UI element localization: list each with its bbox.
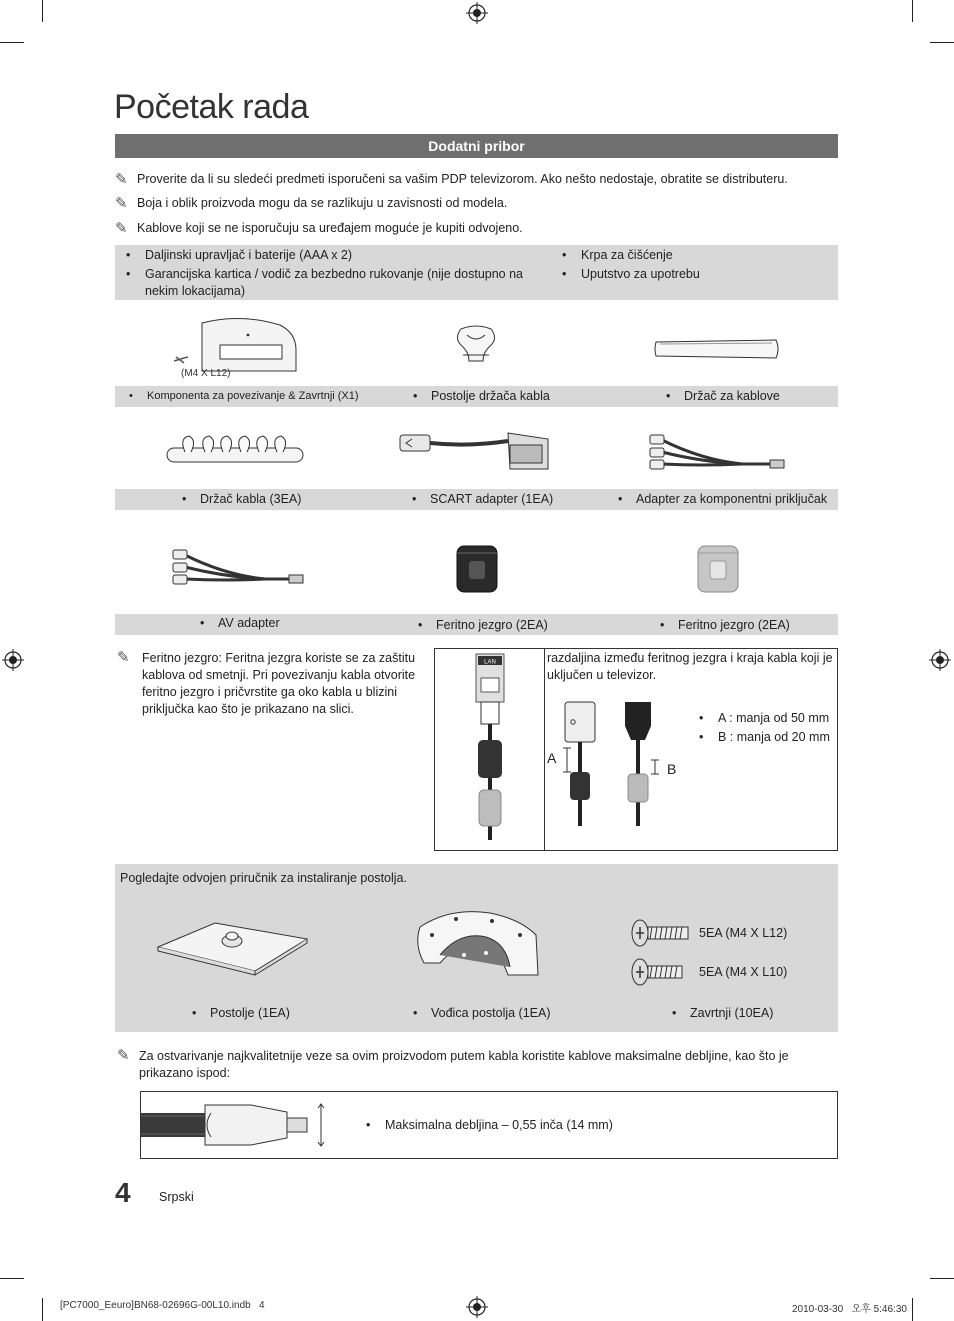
crop-mark: [42, 1298, 43, 1321]
cable-holder-stand-illustration: [453, 325, 499, 365]
ferrite-core-dark-illustration: [454, 543, 500, 595]
ferrite-note: Feritno jezgro: Feritna jezgra koriste se za zaštitu kablova od smetnji. Pri povezivanju kabla otvorite feritno jezgro i pričvrstite ga oko kabla u blizini priključka kao što je prikazano na slici.: [142, 651, 416, 716]
item-label: • Postolje držača kabla: [431, 386, 550, 407]
pencil-icon: ✎: [117, 1047, 130, 1064]
crop-mark: [912, 0, 913, 22]
pencil-icon: ✎: [115, 220, 128, 237]
cable-holder-illustration: [652, 336, 782, 362]
distance-text: razdaljina između feritnog jezgra i kraja kabla koji je uključen u televizor.: [547, 651, 833, 682]
crop-mark: [912, 1298, 913, 1321]
crop-mark: [0, 42, 24, 43]
note: ✎ Kablove koji se ne isporučuju sa uređajem moguće je kupiti odvojeno.: [115, 220, 523, 237]
list-item: • Krpa za čišćenje: [581, 247, 821, 264]
list-item: • Daljinski upravljač i baterije (AAA x 2): [145, 247, 535, 264]
item-label: • Postolje (1EA): [210, 1003, 290, 1024]
av-adapter-illustration: [165, 545, 310, 590]
lan-label: LAN: [484, 659, 496, 666]
list-item: • B : manja od 20 mm: [718, 729, 830, 746]
crop-mark: [0, 1278, 24, 1279]
screw-m4-l12-icon: [630, 918, 692, 948]
list-item: • Maksimalna debljina – 0,55 inča (14 mm): [385, 1117, 613, 1134]
ferrite-core-light-illustration: [695, 543, 741, 595]
item-label: • Komponenta za povezivanje & Zavrtnji (X1): [147, 386, 359, 407]
item-label: • Adapter za komponentni priključak: [636, 489, 827, 510]
list-item: • Uputstvo za upotrebu: [581, 266, 821, 283]
diagram-divider: [544, 648, 545, 851]
footer-file-info: [PC7000_Eeuro]BN68-02696G-00L10.indb 4: [60, 1300, 265, 1311]
registration-mark-icon: [929, 649, 951, 671]
list-item: • Garancijska kartica / vodič za bezbedno rukovanje (nije dostupno na nekim lokacijama): [145, 266, 535, 300]
stand-illustration: [155, 915, 310, 975]
stand-heading: Pogledajte odvojen priručnik za instaliranje postolja.: [120, 871, 407, 885]
page-title: Početak rada: [114, 88, 309, 126]
note: ✎ Proverite da li su sledeći predmeti isporučeni sa vašim PDP televizorom. Ako nešto nedostaje, obratite se distributeru.: [115, 171, 788, 188]
component-adapter-illustration: [642, 430, 792, 475]
crop-mark: [42, 0, 43, 22]
item-label: • Držač za kablove: [684, 386, 780, 407]
marker-a: A: [547, 750, 557, 766]
item-label: • SCART adapter (1EA): [430, 489, 553, 510]
cable-note: Za ostvarivanje najkvalitetnije veze sa ovim proizvodom putem kabla koristite kablove maksimalne debljine, kao što je prikazano ispod:: [139, 1049, 789, 1080]
pencil-icon: ✎: [117, 649, 130, 666]
crop-mark: [930, 1278, 954, 1279]
item-label: • Zavrtnji (10EA): [690, 1003, 773, 1024]
list-item: • A : manja od 50 mm: [718, 710, 829, 727]
crop-mark: [930, 42, 954, 43]
scart-adapter-illustration: [398, 425, 558, 475]
screw-m4-l10-icon: [630, 957, 686, 987]
section-title: Dodatni pribor: [115, 134, 838, 158]
screw-label: 5EA (M4 X L10): [699, 965, 788, 979]
note: ✎ Boja i oblik proizvoda mogu da se razlikuju u zavisnosti od modela.: [115, 195, 508, 212]
item-label: • Feritno jezgro (2EA): [436, 615, 548, 636]
registration-mark-icon: [466, 1296, 488, 1318]
marker-b: B: [667, 761, 677, 777]
cable-plug-illustration: [141, 1100, 331, 1150]
screw-caption: (M4 X L12): [181, 368, 231, 379]
registration-mark-icon: [2, 649, 24, 671]
item-label: • Feritno jezgro (2EA): [678, 615, 790, 636]
cable-clamp-illustration: [165, 430, 307, 470]
registration-mark-icon: [466, 2, 488, 24]
pencil-icon: ✎: [115, 195, 128, 212]
stand-guide-illustration: [410, 905, 545, 980]
lan-port-ferrite-illustration: [462, 652, 522, 842]
language-label: Srpski: [159, 1190, 194, 1204]
page-number: 4: [115, 1177, 131, 1208]
item-label: • Vođica postolja (1EA): [431, 1003, 551, 1024]
footer-timestamp: 2010-03-30 오후 5:46:30: [792, 1304, 907, 1315]
ferrite-distance-illustration: [555, 700, 665, 830]
item-label: • AV adapter: [218, 613, 280, 634]
pencil-icon: ✎: [115, 171, 128, 188]
screw-label: 5EA (M4 X L12): [699, 926, 788, 940]
item-label: • Držač kabla (3EA): [200, 489, 301, 510]
